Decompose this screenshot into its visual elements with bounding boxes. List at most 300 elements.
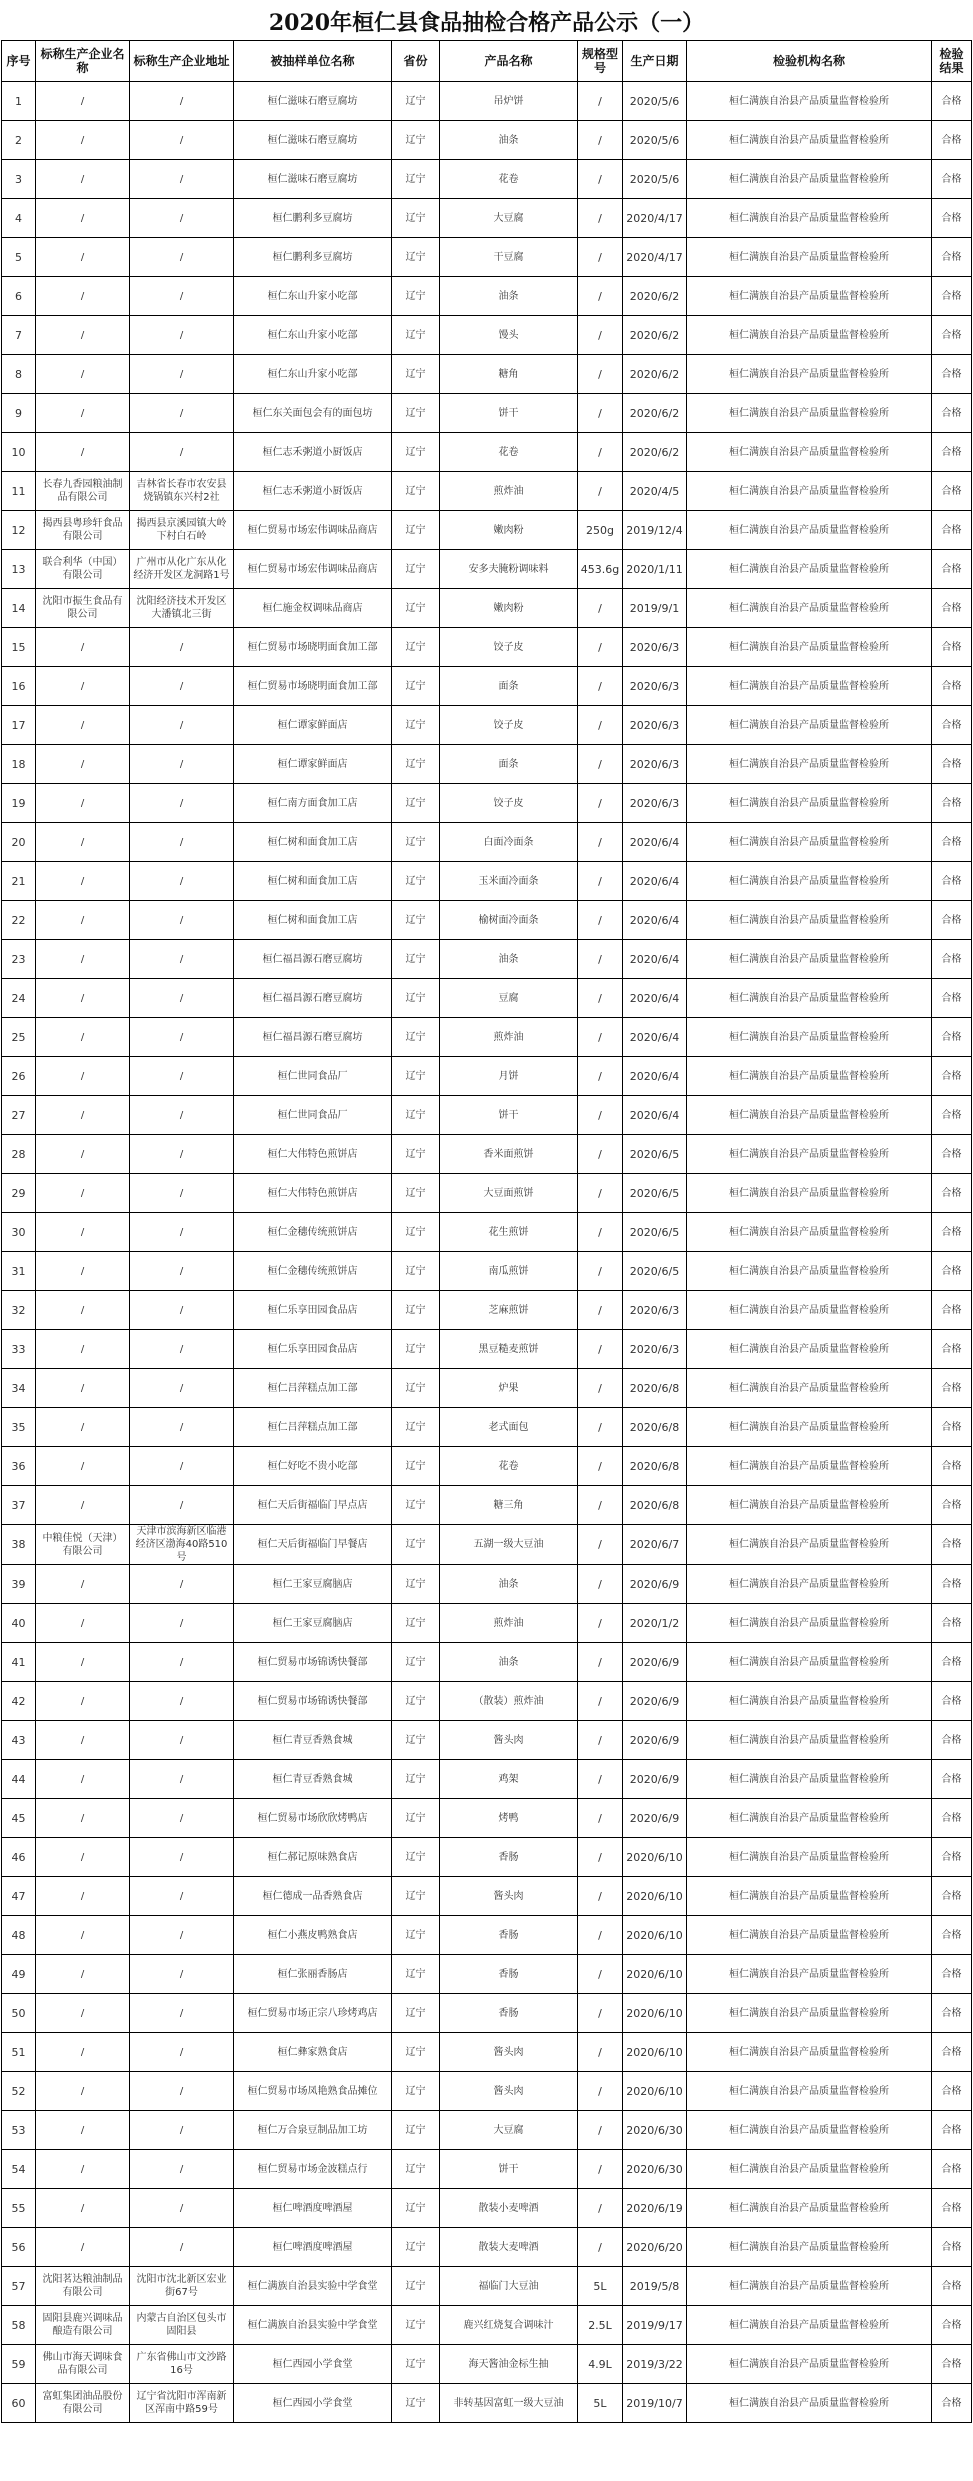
cell-product: 海天酱油金标生抽 xyxy=(440,2345,578,2384)
cell-production-date: 2020/6/30 xyxy=(623,2150,687,2189)
col-header-sampled-unit: 被抽样单位名称 xyxy=(234,41,392,82)
cell-inspection-agency: 桓仁满族自治县产品质量监督检验所 xyxy=(687,1877,932,1916)
cell-sampled-unit: 桓仁天后街福临门早餐店 xyxy=(234,1525,392,1565)
cell-sampled-unit: 桓仁王家豆腐脑店 xyxy=(234,1604,392,1643)
col-header-result: 检验结果 xyxy=(932,41,972,82)
cell-index: 31 xyxy=(2,1252,36,1291)
cell-manufacturer-address: / xyxy=(130,1994,234,2033)
cell-index: 40 xyxy=(2,1604,36,1643)
cell-result: 合格 xyxy=(932,1877,972,1916)
cell-sampled-unit: 桓仁树和面食加工店 xyxy=(234,901,392,940)
inspection-table xyxy=(1,40,972,2423)
cell-result: 合格 xyxy=(932,277,972,316)
table-row xyxy=(2,2150,972,2189)
cell-province: 辽宁 xyxy=(392,1604,440,1643)
table-row xyxy=(2,1643,972,1682)
cell-production-date: 2020/6/2 xyxy=(623,316,687,355)
cell-inspection-agency: 桓仁满族自治县产品质量监督检验所 xyxy=(687,2345,932,2384)
table-row xyxy=(2,511,972,550)
cell-production-date: 2020/4/17 xyxy=(623,238,687,277)
cell-production-date: 2020/6/3 xyxy=(623,1330,687,1369)
cell-manufacturer: / xyxy=(36,784,130,823)
cell-province: 辽宁 xyxy=(392,2384,440,2423)
cell-manufacturer: / xyxy=(36,628,130,667)
cell-inspection-agency: 桓仁满族自治县产品质量监督检验所 xyxy=(687,1486,932,1525)
cell-sampled-unit: 桓仁大伟特色煎饼店 xyxy=(234,1135,392,1174)
cell-manufacturer-address: / xyxy=(130,1096,234,1135)
cell-spec: / xyxy=(578,1643,623,1682)
cell-spec: / xyxy=(578,1057,623,1096)
cell-product: 烤鸭 xyxy=(440,1799,578,1838)
cell-manufacturer: / xyxy=(36,1486,130,1525)
cell-product: 煎炸油 xyxy=(440,472,578,511)
cell-production-date: 2020/6/9 xyxy=(623,1643,687,1682)
cell-inspection-agency: 桓仁满族自治县产品质量监督检验所 xyxy=(687,1643,932,1682)
cell-sampled-unit: 桓仁吕萍糕点加工部 xyxy=(234,1369,392,1408)
cell-inspection-agency: 桓仁满族自治县产品质量监督检验所 xyxy=(687,82,932,121)
cell-province: 辽宁 xyxy=(392,121,440,160)
cell-product: 油条 xyxy=(440,1643,578,1682)
table-row xyxy=(2,1525,972,1565)
cell-spec: / xyxy=(578,1604,623,1643)
cell-province: 辽宁 xyxy=(392,1369,440,1408)
cell-production-date: 2020/6/10 xyxy=(623,1877,687,1916)
cell-manufacturer-address: / xyxy=(130,1135,234,1174)
cell-manufacturer: / xyxy=(36,1799,130,1838)
cell-sampled-unit: 桓仁谭家鲜面店 xyxy=(234,745,392,784)
cell-product: 油条 xyxy=(440,121,578,160)
cell-spec: 453.6g xyxy=(578,550,623,589)
cell-result: 合格 xyxy=(932,238,972,277)
cell-manufacturer: / xyxy=(36,1174,130,1213)
cell-manufacturer: / xyxy=(36,1760,130,1799)
cell-spec: / xyxy=(578,394,623,433)
cell-inspection-agency: 桓仁满族自治县产品质量监督检验所 xyxy=(687,2033,932,2072)
cell-inspection-agency: 桓仁满族自治县产品质量监督检验所 xyxy=(687,745,932,784)
cell-sampled-unit: 桓仁贸易市场宏伟调味品商店 xyxy=(234,511,392,550)
cell-sampled-unit: 桓仁金穗传统煎饼店 xyxy=(234,1252,392,1291)
cell-inspection-agency: 桓仁满族自治县产品质量监督检验所 xyxy=(687,2267,932,2306)
cell-product: 香肠 xyxy=(440,1955,578,1994)
cell-inspection-agency: 桓仁满族自治县产品质量监督检验所 xyxy=(687,1408,932,1447)
cell-manufacturer: 固阳县鹿兴调味品酿造有限公司 xyxy=(36,2306,130,2345)
cell-sampled-unit: 桓仁鹏利多豆腐坊 xyxy=(234,238,392,277)
cell-manufacturer: / xyxy=(36,1916,130,1955)
cell-manufacturer: / xyxy=(36,238,130,277)
table-row xyxy=(2,1057,972,1096)
cell-inspection-agency: 桓仁满族自治县产品质量监督检验所 xyxy=(687,394,932,433)
cell-sampled-unit: 桓仁好吃不贵小吃部 xyxy=(234,1447,392,1486)
cell-manufacturer: 沈阳茗达粮油制品有限公司 xyxy=(36,2267,130,2306)
cell-product: 大豆腐 xyxy=(440,2111,578,2150)
cell-province: 辽宁 xyxy=(392,472,440,511)
cell-production-date: 2020/6/19 xyxy=(623,2189,687,2228)
table-row xyxy=(2,238,972,277)
cell-manufacturer-address: / xyxy=(130,199,234,238)
cell-province: 辽宁 xyxy=(392,199,440,238)
cell-product: 花卷 xyxy=(440,160,578,199)
cell-inspection-agency: 桓仁满族自治县产品质量监督检验所 xyxy=(687,511,932,550)
cell-spec: / xyxy=(578,1877,623,1916)
cell-province: 辽宁 xyxy=(392,1916,440,1955)
cell-inspection-agency: 桓仁满族自治县产品质量监督检验所 xyxy=(687,1604,932,1643)
cell-province: 辽宁 xyxy=(392,784,440,823)
cell-sampled-unit: 桓仁吕萍糕点加工部 xyxy=(234,1408,392,1447)
cell-sampled-unit: 桓仁青豆香熟食城 xyxy=(234,1760,392,1799)
cell-manufacturer-address: 天津市滨海新区临港经济区渤海40路510号 xyxy=(130,1525,234,1565)
cell-province: 辽宁 xyxy=(392,1291,440,1330)
cell-production-date: 2020/6/2 xyxy=(623,277,687,316)
cell-result: 合格 xyxy=(932,1330,972,1369)
cell-sampled-unit: 桓仁西园小学食堂 xyxy=(234,2384,392,2423)
cell-product: 馒头 xyxy=(440,316,578,355)
cell-index: 38 xyxy=(2,1525,36,1565)
table-row xyxy=(2,1760,972,1799)
cell-index: 32 xyxy=(2,1291,36,1330)
cell-product: 酱头肉 xyxy=(440,1877,578,1916)
cell-inspection-agency: 桓仁满族自治县产品质量监督检验所 xyxy=(687,784,932,823)
cell-product: 饺子皮 xyxy=(440,706,578,745)
cell-inspection-agency: 桓仁满族自治县产品质量监督检验所 xyxy=(687,940,932,979)
cell-inspection-agency: 桓仁满族自治县产品质量监督检验所 xyxy=(687,199,932,238)
col-header-inspection-agency: 检验机构名称 xyxy=(687,41,932,82)
table-row xyxy=(2,979,972,1018)
cell-inspection-agency: 桓仁满族自治县产品质量监督检验所 xyxy=(687,1682,932,1721)
cell-production-date: 2020/6/5 xyxy=(623,1174,687,1213)
cell-result: 合格 xyxy=(932,1994,972,2033)
cell-result: 合格 xyxy=(932,2267,972,2306)
cell-production-date: 2020/6/4 xyxy=(623,901,687,940)
cell-sampled-unit: 桓仁万合泉豆制品加工坊 xyxy=(234,2111,392,2150)
cell-index: 4 xyxy=(2,199,36,238)
cell-sampled-unit: 桓仁树和面食加工店 xyxy=(234,862,392,901)
table-row xyxy=(2,1135,972,1174)
cell-index: 23 xyxy=(2,940,36,979)
cell-production-date: 2020/6/4 xyxy=(623,862,687,901)
cell-inspection-agency: 桓仁满族自治县产品质量监督检验所 xyxy=(687,1799,932,1838)
cell-sampled-unit: 桓仁树和面食加工店 xyxy=(234,823,392,862)
cell-spec: / xyxy=(578,2111,623,2150)
cell-sampled-unit: 桓仁郝记原味熟食店 xyxy=(234,1838,392,1877)
col-header-index: 序号 xyxy=(2,41,36,82)
cell-index: 12 xyxy=(2,511,36,550)
cell-manufacturer-address: / xyxy=(130,2228,234,2267)
cell-result: 合格 xyxy=(932,355,972,394)
cell-sampled-unit: 桓仁天后街福临门早点店 xyxy=(234,1486,392,1525)
table-row xyxy=(2,667,972,706)
cell-manufacturer: / xyxy=(36,2111,130,2150)
cell-spec: / xyxy=(578,979,623,1018)
cell-province: 辽宁 xyxy=(392,238,440,277)
table-row xyxy=(2,1018,972,1057)
cell-inspection-agency: 桓仁满族自治县产品质量监督检验所 xyxy=(687,2150,932,2189)
cell-manufacturer: / xyxy=(36,82,130,121)
cell-index: 42 xyxy=(2,1682,36,1721)
cell-sampled-unit: 桓仁王家豆腐脑店 xyxy=(234,1565,392,1604)
cell-sampled-unit: 桓仁乐享田园食品店 xyxy=(234,1330,392,1369)
cell-product: 油条 xyxy=(440,1565,578,1604)
cell-province: 辽宁 xyxy=(392,1721,440,1760)
cell-manufacturer-address: / xyxy=(130,1057,234,1096)
cell-spec: / xyxy=(578,2072,623,2111)
cell-product: 香肠 xyxy=(440,1994,578,2033)
cell-manufacturer-address: 内蒙古自治区包头市固阳县 xyxy=(130,2306,234,2345)
cell-index: 39 xyxy=(2,1565,36,1604)
cell-result: 合格 xyxy=(932,1525,972,1565)
cell-production-date: 2020/6/9 xyxy=(623,1682,687,1721)
table-row xyxy=(2,589,972,628)
cell-inspection-agency: 桓仁满族自治县产品质量监督检验所 xyxy=(687,1838,932,1877)
cell-index: 24 xyxy=(2,979,36,1018)
cell-production-date: 2020/6/3 xyxy=(623,628,687,667)
cell-province: 辽宁 xyxy=(392,1682,440,1721)
cell-index: 37 xyxy=(2,1486,36,1525)
cell-manufacturer: / xyxy=(36,1721,130,1760)
cell-result: 合格 xyxy=(932,1565,972,1604)
cell-manufacturer-address: / xyxy=(130,706,234,745)
cell-result: 合格 xyxy=(932,1799,972,1838)
cell-manufacturer-address: / xyxy=(130,1955,234,1994)
cell-manufacturer: / xyxy=(36,2150,130,2189)
cell-inspection-agency: 桓仁满族自治县产品质量监督检验所 xyxy=(687,667,932,706)
cell-spec: / xyxy=(578,1135,623,1174)
cell-inspection-agency: 桓仁满族自治县产品质量监督检验所 xyxy=(687,823,932,862)
cell-sampled-unit: 桓仁谭家鲜面店 xyxy=(234,706,392,745)
cell-spec: / xyxy=(578,1760,623,1799)
cell-spec: / xyxy=(578,1565,623,1604)
cell-sampled-unit: 桓仁贸易市场晓明面食加工部 xyxy=(234,628,392,667)
cell-sampled-unit: 桓仁贸易市场金波糕点行 xyxy=(234,2150,392,2189)
cell-manufacturer-address: / xyxy=(130,2072,234,2111)
table-row xyxy=(2,940,972,979)
cell-manufacturer: / xyxy=(36,277,130,316)
table-row xyxy=(2,1916,972,1955)
cell-result: 合格 xyxy=(932,784,972,823)
cell-manufacturer: / xyxy=(36,1252,130,1291)
cell-production-date: 2019/9/17 xyxy=(623,2306,687,2345)
cell-manufacturer-address: / xyxy=(130,1877,234,1916)
cell-inspection-agency: 桓仁满族自治县产品质量监督检验所 xyxy=(687,2189,932,2228)
cell-result: 合格 xyxy=(932,1369,972,1408)
cell-spec: / xyxy=(578,1486,623,1525)
cell-result: 合格 xyxy=(932,199,972,238)
cell-result: 合格 xyxy=(932,901,972,940)
cell-province: 辽宁 xyxy=(392,823,440,862)
cell-product: 煎炸油 xyxy=(440,1018,578,1057)
cell-production-date: 2020/6/2 xyxy=(623,355,687,394)
cell-spec: / xyxy=(578,355,623,394)
cell-index: 15 xyxy=(2,628,36,667)
cell-result: 合格 xyxy=(932,2228,972,2267)
cell-province: 辽宁 xyxy=(392,628,440,667)
cell-sampled-unit: 桓仁金穗传统煎饼店 xyxy=(234,1213,392,1252)
table-row xyxy=(2,823,972,862)
cell-index: 43 xyxy=(2,1721,36,1760)
cell-province: 辽宁 xyxy=(392,1213,440,1252)
cell-index: 21 xyxy=(2,862,36,901)
cell-inspection-agency: 桓仁满族自治县产品质量监督检验所 xyxy=(687,1565,932,1604)
cell-manufacturer-address: / xyxy=(130,1838,234,1877)
cell-inspection-agency: 桓仁满族自治县产品质量监督检验所 xyxy=(687,2306,932,2345)
cell-province: 辽宁 xyxy=(392,1565,440,1604)
table-row xyxy=(2,628,972,667)
cell-manufacturer-address: / xyxy=(130,121,234,160)
cell-manufacturer-address: 吉林省长春市农安县烧锅镇东兴村2社 xyxy=(130,472,234,511)
table-row xyxy=(2,1604,972,1643)
cell-sampled-unit: 桓仁张丽香肠店 xyxy=(234,1955,392,1994)
cell-production-date: 2020/6/5 xyxy=(623,1213,687,1252)
cell-production-date: 2020/5/6 xyxy=(623,121,687,160)
table-row xyxy=(2,1682,972,1721)
cell-product: 非转基因富虹一级大豆油 xyxy=(440,2384,578,2423)
cell-product: 安多夫腌粉调味料 xyxy=(440,550,578,589)
cell-province: 辽宁 xyxy=(392,2033,440,2072)
cell-product: 饼干 xyxy=(440,394,578,433)
cell-manufacturer-address: / xyxy=(130,1799,234,1838)
cell-index: 44 xyxy=(2,1760,36,1799)
cell-manufacturer: / xyxy=(36,1330,130,1369)
cell-manufacturer-address: / xyxy=(130,862,234,901)
cell-manufacturer: / xyxy=(36,940,130,979)
cell-manufacturer: / xyxy=(36,1057,130,1096)
cell-spec: 4.9L xyxy=(578,2345,623,2384)
cell-production-date: 2019/10/7 xyxy=(623,2384,687,2423)
cell-result: 合格 xyxy=(932,511,972,550)
cell-index: 41 xyxy=(2,1643,36,1682)
cell-production-date: 2020/6/8 xyxy=(623,1486,687,1525)
cell-province: 辽宁 xyxy=(392,1174,440,1213)
cell-province: 辽宁 xyxy=(392,160,440,199)
cell-sampled-unit: 桓仁福昌源石磨豆腐坊 xyxy=(234,1018,392,1057)
cell-index: 45 xyxy=(2,1799,36,1838)
cell-spec: / xyxy=(578,2150,623,2189)
cell-inspection-agency: 桓仁满族自治县产品质量监督检验所 xyxy=(687,1955,932,1994)
table-row xyxy=(2,1213,972,1252)
cell-result: 合格 xyxy=(932,1486,972,1525)
cell-province: 辽宁 xyxy=(392,901,440,940)
cell-manufacturer-address: / xyxy=(130,160,234,199)
table-row xyxy=(2,1955,972,1994)
cell-product: 面条 xyxy=(440,745,578,784)
cell-production-date: 2020/6/4 xyxy=(623,823,687,862)
cell-product: 油条 xyxy=(440,940,578,979)
cell-result: 合格 xyxy=(932,667,972,706)
cell-spec: / xyxy=(578,745,623,784)
cell-production-date: 2020/6/3 xyxy=(623,784,687,823)
cell-index: 56 xyxy=(2,2228,36,2267)
cell-spec: / xyxy=(578,121,623,160)
cell-province: 辽宁 xyxy=(392,1135,440,1174)
cell-product: 鹿兴红烧复合调味汁 xyxy=(440,2306,578,2345)
cell-spec: / xyxy=(578,784,623,823)
cell-index: 13 xyxy=(2,550,36,589)
cell-manufacturer-address: 沈阳市沈北新区宏业街67号 xyxy=(130,2267,234,2306)
cell-sampled-unit: 桓仁贸易市场欣欣烤鸭店 xyxy=(234,1799,392,1838)
cell-sampled-unit: 桓仁志禾粥道小厨饭店 xyxy=(234,472,392,511)
cell-spec: / xyxy=(578,1096,623,1135)
cell-result: 合格 xyxy=(932,589,972,628)
table-row xyxy=(2,2228,972,2267)
cell-manufacturer: / xyxy=(36,316,130,355)
cell-inspection-agency: 桓仁满族自治县产品质量监督检验所 xyxy=(687,1525,932,1565)
cell-manufacturer-address: / xyxy=(130,277,234,316)
cell-index: 55 xyxy=(2,2189,36,2228)
cell-sampled-unit: 桓仁志禾粥道小厨饭店 xyxy=(234,433,392,472)
cell-manufacturer: / xyxy=(36,823,130,862)
cell-inspection-agency: 桓仁满族自治县产品质量监督检验所 xyxy=(687,472,932,511)
cell-manufacturer-address: / xyxy=(130,1330,234,1369)
cell-province: 辽宁 xyxy=(392,2150,440,2189)
cell-index: 16 xyxy=(2,667,36,706)
cell-inspection-agency: 桓仁满族自治县产品质量监督检验所 xyxy=(687,706,932,745)
cell-index: 60 xyxy=(2,2384,36,2423)
cell-manufacturer-address: / xyxy=(130,1760,234,1799)
table-row xyxy=(2,121,972,160)
cell-result: 合格 xyxy=(932,2189,972,2228)
cell-result: 合格 xyxy=(932,2072,972,2111)
table-row xyxy=(2,1486,972,1525)
cell-spec: / xyxy=(578,823,623,862)
cell-product: 香肠 xyxy=(440,1838,578,1877)
cell-spec: / xyxy=(578,433,623,472)
cell-product: 五湖一级大豆油 xyxy=(440,1525,578,1565)
cell-result: 合格 xyxy=(932,82,972,121)
cell-spec: 5L xyxy=(578,2384,623,2423)
cell-product: 榆树面冷面条 xyxy=(440,901,578,940)
table-row xyxy=(2,316,972,355)
cell-spec: / xyxy=(578,901,623,940)
cell-manufacturer: / xyxy=(36,1447,130,1486)
cell-result: 合格 xyxy=(932,940,972,979)
cell-spec: / xyxy=(578,1994,623,2033)
cell-product: 糖角 xyxy=(440,355,578,394)
cell-inspection-agency: 桓仁满族自治县产品质量监督检验所 xyxy=(687,433,932,472)
cell-result: 合格 xyxy=(932,2111,972,2150)
cell-manufacturer-address: 揭西县京溪园镇大岭下村白石岭 xyxy=(130,511,234,550)
cell-production-date: 2020/5/6 xyxy=(623,160,687,199)
cell-result: 合格 xyxy=(932,1408,972,1447)
cell-production-date: 2020/6/5 xyxy=(623,1135,687,1174)
cell-inspection-agency: 桓仁满族自治县产品质量监督检验所 xyxy=(687,1721,932,1760)
cell-index: 47 xyxy=(2,1877,36,1916)
cell-manufacturer-address: / xyxy=(130,628,234,667)
cell-province: 辽宁 xyxy=(392,1096,440,1135)
cell-spec: / xyxy=(578,1838,623,1877)
cell-result: 合格 xyxy=(932,1018,972,1057)
cell-manufacturer: / xyxy=(36,1955,130,1994)
cell-result: 合格 xyxy=(932,745,972,784)
cell-index: 9 xyxy=(2,394,36,433)
cell-sampled-unit: 桓仁贸易市场凤艳熟食品摊位 xyxy=(234,2072,392,2111)
cell-result: 合格 xyxy=(932,862,972,901)
table-row xyxy=(2,745,972,784)
cell-product: 大豆面煎饼 xyxy=(440,1174,578,1213)
cell-production-date: 2020/6/4 xyxy=(623,1057,687,1096)
cell-product: 嫩肉粉 xyxy=(440,511,578,550)
cell-sampled-unit: 桓仁滋味石磨豆腐坊 xyxy=(234,121,392,160)
cell-production-date: 2020/6/10 xyxy=(623,1838,687,1877)
cell-manufacturer: / xyxy=(36,1369,130,1408)
cell-spec: 2.5L xyxy=(578,2306,623,2345)
table-row xyxy=(2,1447,972,1486)
cell-spec: / xyxy=(578,1252,623,1291)
cell-province: 辽宁 xyxy=(392,1799,440,1838)
cell-index: 52 xyxy=(2,2072,36,2111)
cell-province: 辽宁 xyxy=(392,511,440,550)
cell-result: 合格 xyxy=(932,1643,972,1682)
cell-province: 辽宁 xyxy=(392,745,440,784)
cell-inspection-agency: 桓仁满族自治县产品质量监督检验所 xyxy=(687,1213,932,1252)
